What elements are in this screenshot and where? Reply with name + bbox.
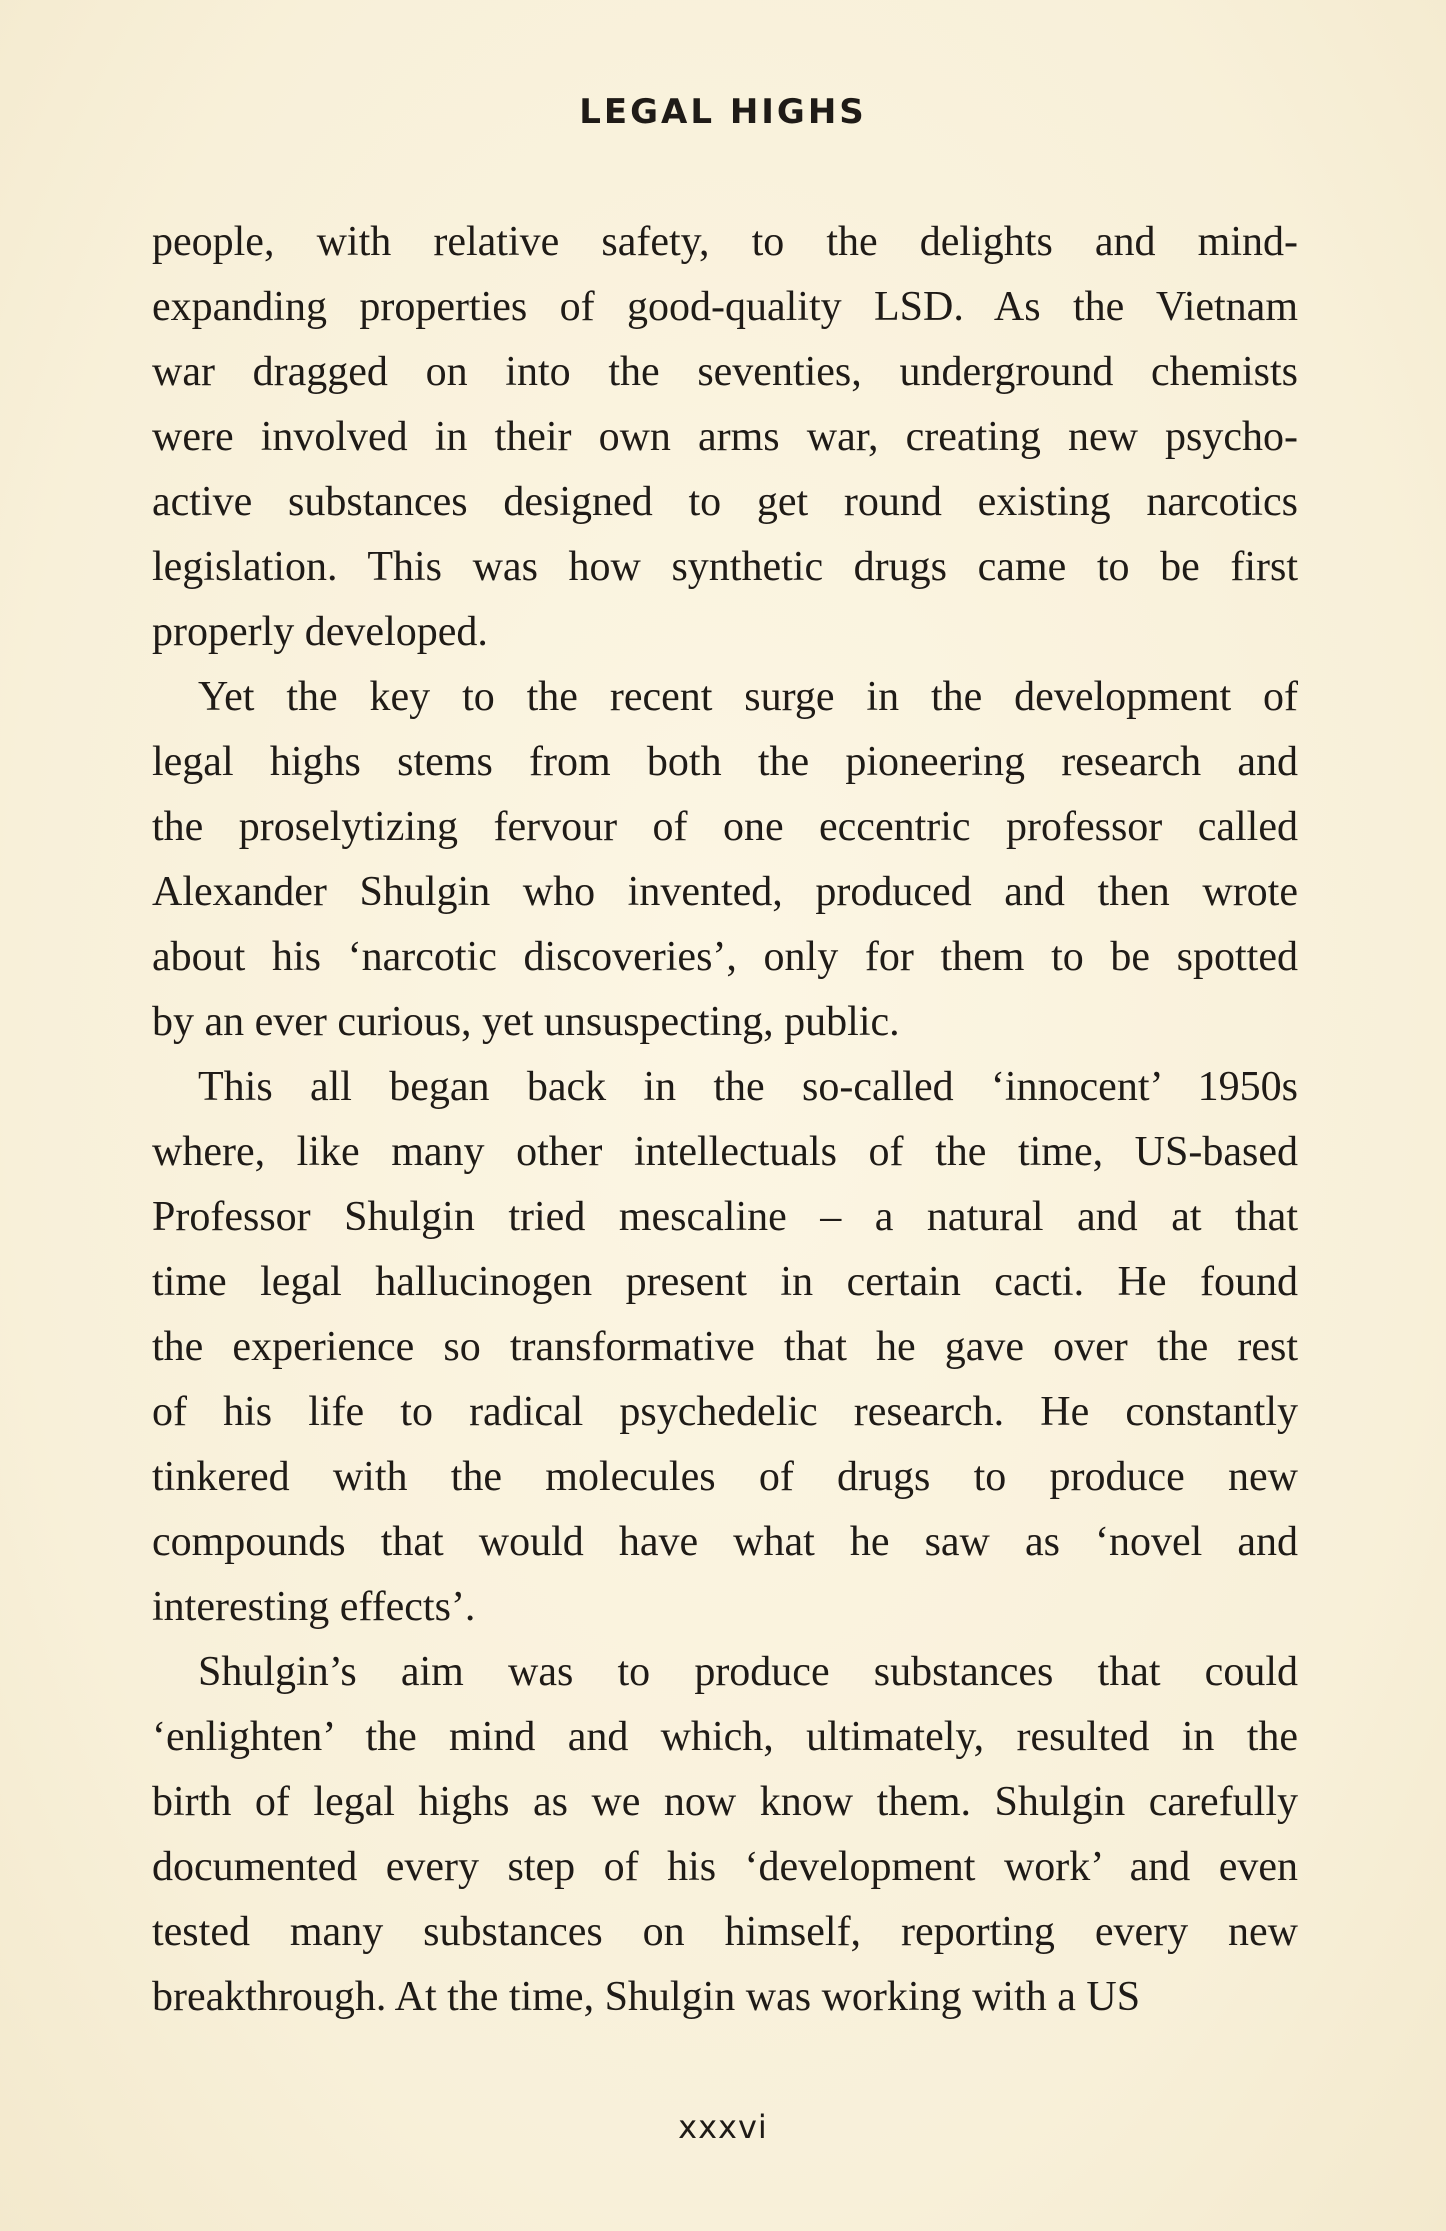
text-line: of his life to radical psychedelic research. He constantly: [152, 1389, 1298, 1435]
text-line: breakthrough. At the time, Shulgin was working with a US: [152, 1974, 1141, 2020]
text-line: time legal hallucinogen present in certain cacti. He found: [152, 1259, 1298, 1305]
text-line: were involved in their own arms war, creating new psycho-: [152, 414, 1298, 460]
paragraph: [152, 665, 1298, 1055]
text-line: Yet the key to the recent surge in the development of: [198, 674, 1298, 720]
text-line: by an ever curious, yet unsuspecting, public.: [152, 999, 900, 1045]
text-line: This all began back in the so-called ‘innocent’ 1950s: [198, 1064, 1298, 1110]
text-line: Shulgin’s aim was to produce substances that could: [198, 1649, 1298, 1695]
text-line: active substances designed to get round existing narcotics: [152, 479, 1298, 525]
text-line: tested many substances on himself, reporting every new: [152, 1909, 1298, 1955]
text-line: war dragged on into the seventies, underground chemists: [152, 349, 1298, 395]
text-line: the proselytizing fervour of one eccentric professor called: [152, 804, 1298, 850]
text-line: ‘enlighten’ the mind and which, ultimately, resulted in the: [152, 1714, 1298, 1760]
text-line: compounds that would have what he saw as ‘novel and: [152, 1519, 1298, 1565]
text-line: interesting effects’.: [152, 1584, 476, 1630]
text-line: Alexander Shulgin who invented, produced and then wrote: [152, 869, 1298, 915]
text-line: about his ‘narcotic discoveries’, only for them to be spotted: [152, 934, 1298, 980]
text-line: people, with relative safety, to the delights and mind-: [152, 219, 1298, 265]
text-line: legal highs stems from both the pioneering research and: [152, 739, 1298, 785]
paragraph: [152, 1055, 1298, 1640]
text-line: documented every step of his ‘development work’ and even: [152, 1844, 1298, 1890]
text-line: properly developed.: [152, 609, 488, 655]
text-line: Professor Shulgin tried mescaline – a natural and at that: [152, 1194, 1298, 1240]
page-number: xxxvi: [678, 2108, 768, 2146]
body-text: [152, 210, 1298, 2030]
text-line: where, like many other intellectuals of the time, US-based: [152, 1129, 1298, 1175]
text-line: the experience so transformative that he gave over the rest: [152, 1324, 1298, 1370]
text-line: tinkered with the molecules of drugs to produce new: [152, 1454, 1298, 1500]
paragraph: [152, 210, 1298, 665]
text-line: legislation. This was how synthetic drugs came to be first: [152, 544, 1298, 590]
running-head: LEGAL HIGHS: [579, 92, 867, 132]
paragraph: [152, 1640, 1298, 2030]
text-line: expanding properties of good-quality LSD. As the Vietnam: [152, 284, 1298, 330]
text-line: birth of legal highs as we now know them. Shulgin carefully: [152, 1779, 1298, 1825]
